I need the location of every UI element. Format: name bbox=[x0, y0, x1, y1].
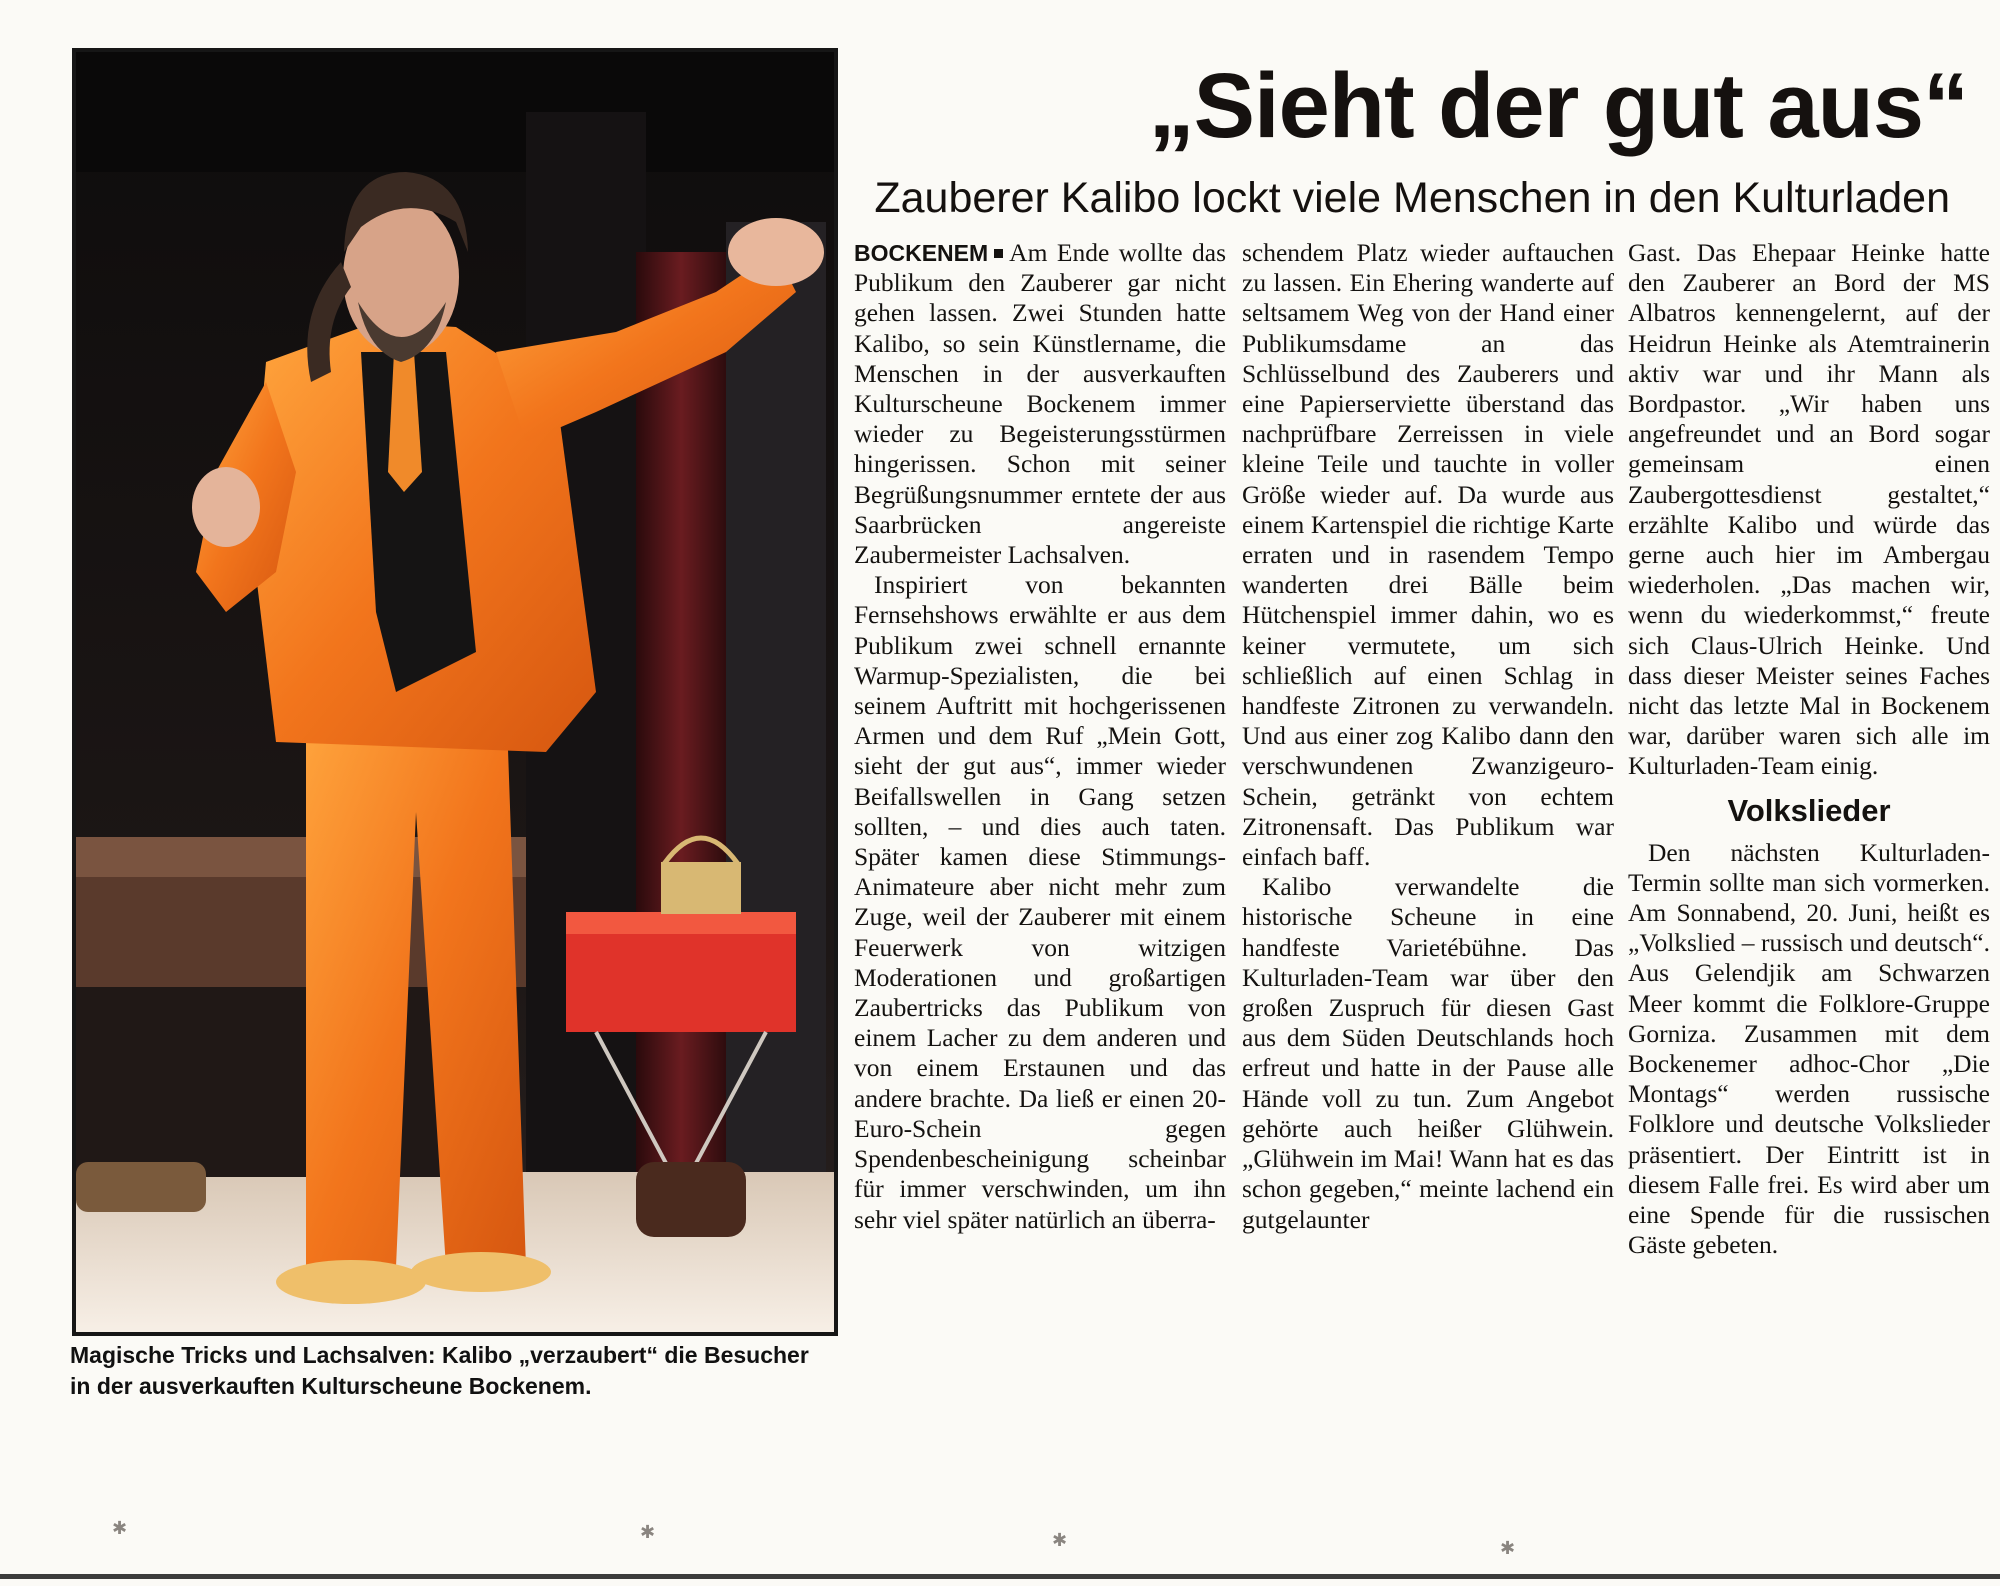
scan-speck: ✱ bbox=[1500, 1538, 1516, 1559]
article-photo bbox=[72, 48, 838, 1336]
dateline-square-icon bbox=[994, 249, 1003, 258]
article-subheadline: Zauberer Kalibo lockt viele Menschen in den Kulturladen bbox=[874, 174, 1950, 222]
dateline: BOCKENEM bbox=[854, 240, 989, 266]
scan-speck: ✱ bbox=[112, 1518, 128, 1539]
scan-speck: ✱ bbox=[1052, 1530, 1068, 1551]
paragraph: Den nächsten Kulturladen-Termin sollte man sich vormerken. Am Sonnabend, 20. Juni, heißt es „Volkslied – russisch und deutsch“. Aus Gelendjik am Schwarzen Meer kommt die Folklore-Gruppe Gorniza. Zusammen mit dem Bockenemer adhoc-Chor „Die Montags“ werden russische Folklore und deutsche Volkslieder präsentiert. Der Eintritt ist in diesem Falle frei. Es wird aber um eine Spende für die russischen Gäste gebeten. bbox=[1628, 837, 1990, 1260]
text-column-1 bbox=[854, 238, 1226, 1235]
photo-caption: Magische Tricks und Lachsalven: Kalibo „verzaubert“ die Besucher in der ausverkauften Kulturscheune Bockenem. bbox=[70, 1342, 809, 1399]
scan-speck: ✱ bbox=[640, 1522, 656, 1543]
paragraph bbox=[854, 238, 1226, 570]
paragraph: Gast. Das Ehepaar Heinke hatte den Zauberer an Bord der MS Albatros kennengelernt, auf der Heidrun Heinke als Atemtrainerin aktiv war und ihr Mann als Bordpastor. „Wir haben uns angefreundet und an Bord sogar gemeinsam einen Zaubergottesdienst gestaltet,“ erzählte Kalibo und würde das gerne auch hier im Ambergau wiederholen. „Das machen wir, wenn du wiederkommst,“ freute sich Claus-Ulrich Heinke. Und dass dieser Meister seines Faches nicht das letzte Mal in Bockenem war, darüber waren sich alle im Kulturladen-Team einig. bbox=[1628, 238, 1990, 781]
paragraph-text: Am Ende wollte das Publikum den Zauberer gar nicht gehen lassen. Zwei Stunden hatte Kalibo, so sein Künstlername, die Menschen in der ausverkauften Kulturscheune Bockenem immer wieder zu Begeisterungsstürmen hingerissen. Schon mit seiner Begrüßungsnummer erntete der aus Saarbrücken angereiste Zaubermeister Lachsalven. bbox=[854, 238, 1226, 570]
paragraph: schendem Platz wieder auftauchen zu lassen. Ein Ehering wanderte auf seltsamem Weg von der Hand einer Publikumsdame an das Schlüsselbund des Zauberers und eine Papierserviette überstand das nachprüfbare Zerreissen in viele kleine Teile und tauchte in voller Größe wieder auf. Da wurde aus einem Kartenspiel die richtige Karte erraten und in rasendem Tempo wanderten drei Bälle beim Hütchenspiel immer dahin, wo es keiner vermutete, um sich schließlich auf einen Schlag in handfeste Zitronen zu verwandeln. Und aus einer zog Kalibo dann den verschwundenen Zwanzigeuro-Schein, getränkt von echtem Zitronensaft. Das Publikum war einfach baff. bbox=[1242, 238, 1614, 872]
magician-on-stage-photo bbox=[76, 52, 834, 1332]
text-column-2 bbox=[1242, 238, 1614, 1235]
paragraph: Kalibo verwandelte die historische Scheune in eine handfeste Varietébühne. Das Kulturladen-Team war über den großen Zuspruch für diesen Gast aus dem Süden Deutschlands hoch erfreut und hatte in der Pause alle Hände voll zu tun. Zum Angebot gehörte auch heißer Glühwein. „Glühwein im Mai! Wann hat es das schon gegeben,“ meinte lachend ein gutgelaunter bbox=[1242, 872, 1614, 1234]
text-column-3 bbox=[1628, 238, 1990, 1261]
article-headline: „Sieht der gut aus“ bbox=[1148, 55, 1968, 157]
section-subhead: Volkslieder bbox=[1727, 792, 1891, 828]
page-edge-rule bbox=[0, 1574, 2000, 1579]
paragraph: Inspiriert von bekannten Fernsehshows erwählte er aus dem Publikum zwei schnell ernannte Warmup-Spezialisten, die bei seinem Auftritt mit hochgerissenen Armen und dem Ruf „Mein Gott, sieht der gut aus“, immer wieder Beifallswellen in Gang setzen sollten, – und dies auch taten. Später kamen diese Stimmungs-Animateure aber nicht mehr zum Zuge, weil der Zauberer mit einem Feuerwerk von witzigen Moderationen und großartigen Zaubertricks das Publikum von einem Lacher zu dem anderen und von einem Erstaunen und das andere brachte. Da ließ er einen 20-Euro-Schein gegen Spendenbescheinigung scheinbar für immer verschwinden, um ihn sehr viel später natürlich an überra- bbox=[854, 570, 1226, 1234]
